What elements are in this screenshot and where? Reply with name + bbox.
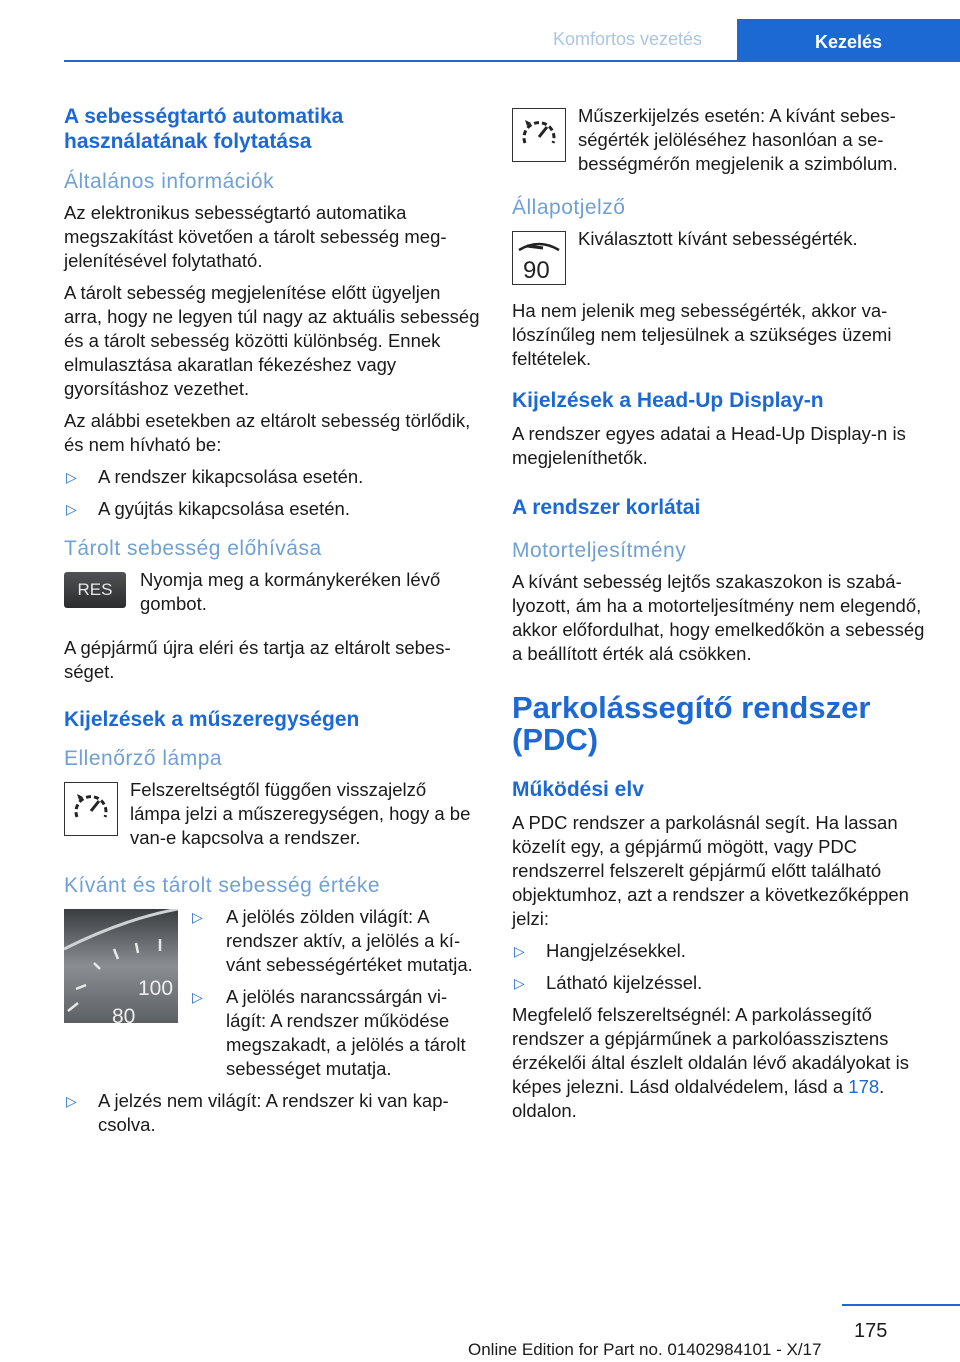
res-button-row [64, 568, 480, 624]
general-info-heading: Általános információk [64, 170, 275, 193]
bullet-list [512, 939, 928, 995]
page-number: 175 [854, 1320, 888, 1342]
list-item: ▷ A jelzés nem világít: A rendszer ki van kapcsolva. [66, 1090, 449, 1135]
cruise-control-indicator-icon [512, 108, 566, 162]
triangle-bullet-icon: ▷ [514, 943, 525, 959]
recall-heading: Tárolt sebesség előhívása [64, 537, 322, 560]
header-rule [64, 60, 960, 62]
bullet-list [190, 905, 480, 1081]
header-chapter-tab: Kezelés [737, 19, 960, 60]
triangle-bullet-icon: ▷ [66, 501, 77, 517]
paragraph: Az alábbi esetekben az eltárolt sebesség törlődik, és nem hívható be: [64, 410, 471, 455]
gauge-label-80: 80 [112, 1005, 136, 1023]
right-column [512, 104, 928, 1131]
bullet-list [64, 465, 480, 521]
triangle-bullet-icon: ▷ [192, 989, 203, 1005]
gauge-label-100: 100 [138, 977, 174, 1000]
paragraph: Nyomja meg a kormánykeréken lévő gombot. [140, 569, 441, 614]
status-indicator-heading: Állapotjelző [512, 196, 626, 219]
instrument-display-row [512, 104, 928, 176]
list-item: ▷ Hangjelzésekkel. [514, 940, 686, 961]
display-heading: Kijelzések a műszeregységen [64, 708, 360, 731]
paragraph: A tárolt sebesség megjelenítése előtt ügyeljen arra, hogy ne legyen túl nagy az aktuális sebesség és a tárolt sebesség közötti különbség. Ennek elmulasztása akaratlan fékezéshez vagy gyorsításhoz vezethet. [64, 282, 480, 399]
page-header [0, 0, 960, 62]
edition-note: Online Edition for Part no. 01402984101 - X/17 [468, 1340, 822, 1359]
list-item: ▷ A rendszer kikapcsolása esetén. [66, 466, 364, 487]
limits-heading: A rendszer korlátai [512, 496, 701, 519]
svg-text:90: 90 [523, 257, 550, 284]
paragraph: Az elektronikus sebességtartó automatika megszakítást követően a tárolt sebesség megjelenítésével folytatható. [64, 202, 447, 271]
pdc-heading: Parkolássegítő rendszer (PDC) [512, 690, 871, 757]
paragraph: A rendszer egyes adatai a Head-Up Display-n is megjeleníthetők. [512, 423, 906, 468]
paragraph: Ha nem jelenik meg sebességérték, akkor valószínűleg nem teljesülnek a szükséges üzemi feltételek. [512, 300, 892, 369]
speedometer-image [64, 909, 178, 1023]
cruise-control-indicator-icon [64, 782, 118, 836]
speed-value-heading: Kívánt és tárolt sebesség értéke [64, 874, 380, 897]
paragraph: A PDC rendszer a parkolásnál segít. Ha lassan közelít egy, a gépjármű mögött, vagy PDC rendszerrel felszerelt gépjármű előtt található objektumhoz, azt a rendszer a következőképpen jelzi: [512, 812, 909, 929]
page-reference-link[interactable]: 178 [848, 1076, 880, 1097]
motor-heading: Motorteljesítmény [512, 539, 687, 562]
triangle-bullet-icon: ▷ [192, 909, 203, 925]
list-item: ▷ A jelölés narancssárgán világít: A rendszer működése megszakadt, a jelölés a tárolt sebességet mutatja. [192, 986, 466, 1079]
list-item: ▷ A jelölés zölden világít: A rendszer aktív, a jelölés a kívánt sebességértéket mutatja. [192, 906, 473, 975]
status-row [512, 227, 928, 287]
speed-marker-section [64, 905, 480, 1081]
lamp-heading: Ellenőrző lámpa [64, 747, 223, 770]
triangle-bullet-icon: ▷ [514, 975, 525, 991]
triangle-bullet-icon: ▷ [66, 469, 77, 485]
res-button-icon: RES [64, 572, 126, 608]
header-section-title: Komfortos vezetés [552, 29, 703, 49]
bullet-list [64, 1089, 480, 1137]
paragraph: Megfelelő felszereltségnél: A parkolássegítő rendszer a gépjárműnek a parkolóasszisztens érzékelői által észlelt oldalán lévő akadályokat is képes jelezni. Lásd oldalvédelem, lásd a 178. oldalon. [512, 1004, 909, 1121]
desired-speed-icon [512, 231, 566, 285]
paragraph: Felszereltségtől függően visszajelző lámpa jelzi a műszeregységen, hogy a be van-e kapcsolva a rendszer. [130, 779, 471, 848]
function-heading: Működési elv [512, 778, 644, 801]
section-title: A sebességtartó automatika használatának folytatása [64, 105, 344, 153]
left-column [64, 104, 480, 1145]
hud-heading: Kijelzések a Head-Up Display-n [512, 389, 824, 412]
paragraph: A kívánt sebesség lejtős szakaszokon is szabályozott, ám ha a motorteljesítmény nem elegendő, akkor előfordulhat, hogy emelkedőkön a sebesség a beállított érték alá csökken. [512, 571, 925, 664]
paragraph: Kiválasztott kívánt sebességérték. [578, 228, 858, 249]
lamp-row [64, 778, 480, 850]
triangle-bullet-icon: ▷ [66, 1093, 77, 1109]
list-item: ▷ A gyújtás kikapcsolása esetén. [66, 498, 350, 519]
list-item: ▷ Látható kijelzéssel. [514, 972, 703, 993]
paragraph: A gépjármű újra eléri és tartja az eltárolt sebességet. [64, 637, 451, 682]
paragraph: Műszerkijelzés esetén: A kívánt sebességérték jelöléséhez hasonlóan a sebességmérőn megjelenik a szimbólum. [578, 105, 898, 174]
footer-rule [842, 1304, 960, 1306]
